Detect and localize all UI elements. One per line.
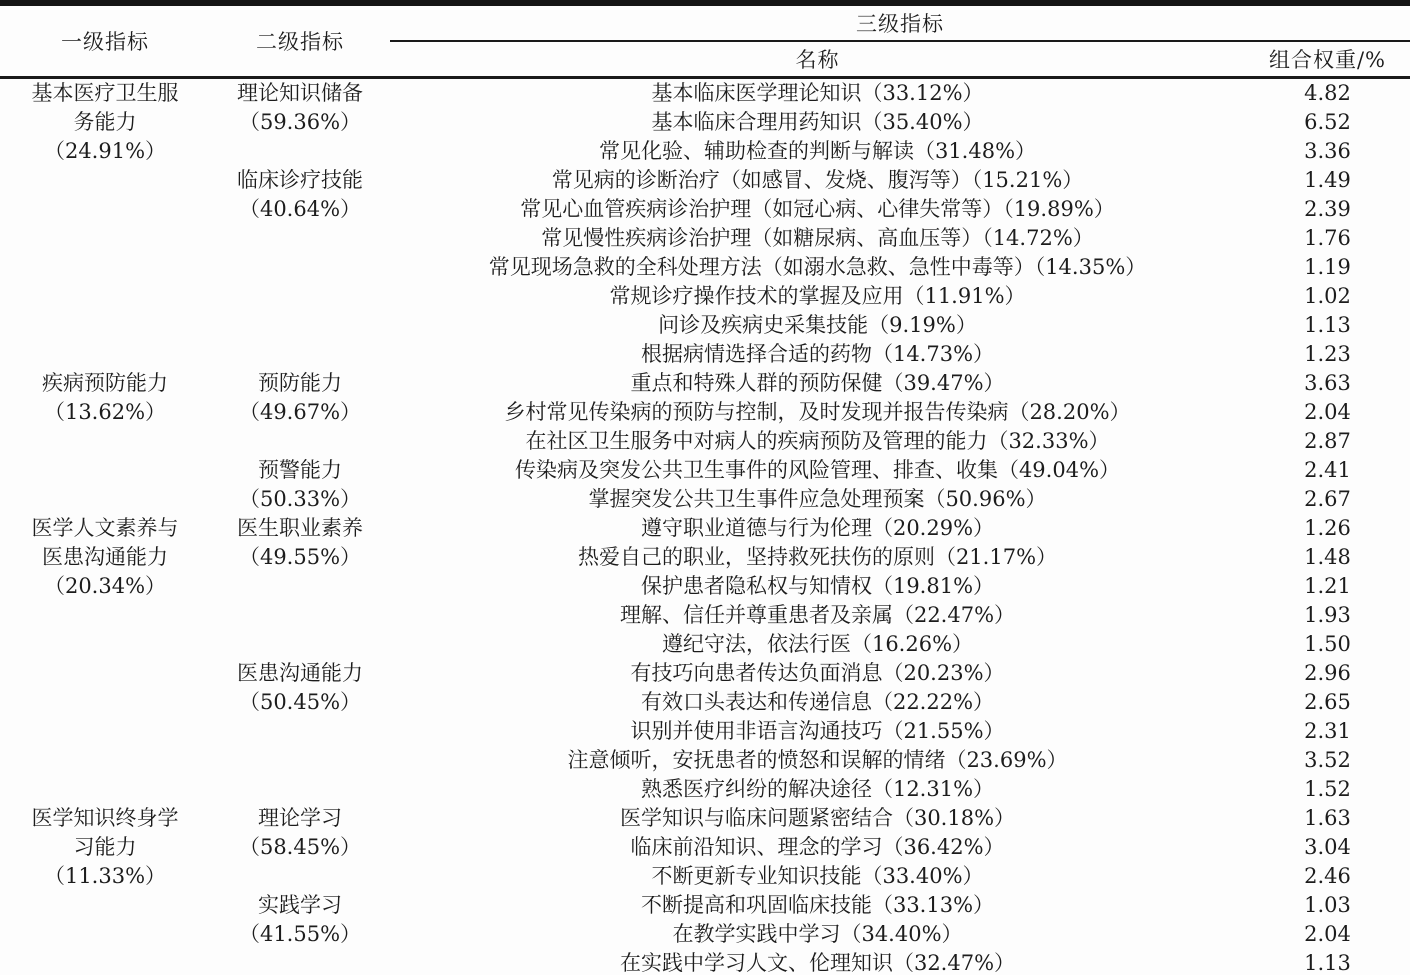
indicator-name-cell: 保护患者隐私权与知情权（19.81%） [640, 574, 995, 598]
level2-cell [210, 78, 390, 167]
indicator-row [0, 78, 1410, 109]
level2-cell [210, 891, 390, 975]
level2-cell-pct: （50.45%） [238, 690, 362, 714]
weight-cell: 2.31 [1304, 719, 1351, 743]
weight-cell: 6.52 [1304, 110, 1351, 134]
indicator-name-cell: 常见化验、辅助检查的判断与解读（31.48%） [598, 139, 1037, 163]
level1-cell-name: 医学人文素养与医患沟通能力 [31, 516, 179, 569]
header-level1: 一级指标 [0, 3, 210, 78]
weight-cell: 2.65 [1304, 690, 1351, 714]
level1-cell-pct: （24.91%） [43, 139, 167, 163]
indicator-name-cell: 乡村常见传染病的预防与控制，及时发现并报告传染病（28.20%） [504, 400, 1131, 424]
header-level3-group: 三级指标 [390, 3, 1410, 41]
indicator-name-cell: 常见慢性疾病诊治护理（如糖尿病、高血压等）（14.72%） [541, 226, 1094, 250]
indicator-name-cell: 基本临床合理用药知识（35.40%） [651, 110, 984, 134]
indicator-name-cell: 熟悉医疗纠纷的解决途径（12.31%） [640, 777, 995, 801]
level2-cell-pct: （40.64%） [238, 197, 362, 221]
indicator-row [0, 456, 1410, 485]
level2-cell-name: 理论知识储备 [237, 81, 363, 105]
level1-cell-name: 医学知识终身学习能力 [31, 806, 179, 859]
level1-cell [0, 514, 210, 804]
indicator-name-cell: 传染病及突发公共卫生事件的风险管理、排查、收集（49.04%） [514, 458, 1121, 482]
level2-cell [210, 659, 390, 804]
level1-cell-pct: （20.34%） [43, 574, 167, 598]
level2-cell-pct: （59.36%） [238, 110, 362, 134]
weight-cell: 3.04 [1304, 835, 1351, 859]
weight-cell: 1.52 [1304, 777, 1351, 801]
level2-cell-name: 医生职业素养 [237, 516, 363, 540]
header-level2: 二级指标 [210, 3, 390, 78]
level2-cell-pct: （49.55%） [238, 545, 362, 569]
weight-cell: 2.67 [1304, 487, 1351, 511]
indicator-name-cell: 不断更新专业知识技能（33.40%） [651, 864, 984, 888]
indicator-row [0, 369, 1410, 398]
indicator-name-cell: 重点和特殊人群的预防保健（39.47%） [630, 371, 1005, 395]
header-combined-weight: 组合权重/% [1245, 41, 1410, 78]
weight-cell: 1.19 [1304, 255, 1351, 279]
weight-cell: 2.87 [1304, 429, 1351, 453]
weight-cell: 1.13 [1304, 313, 1351, 337]
weight-cell: 1.21 [1304, 574, 1351, 598]
indicator-name-cell: 有技巧向患者传达负面消息（20.23%） [630, 661, 1005, 685]
indicator-name-cell: 识别并使用非语言沟通技巧（21.55%） [630, 719, 1005, 743]
level2-cell-name: 理论学习 [258, 806, 342, 830]
weight-cell: 1.48 [1304, 545, 1351, 569]
weight-cell: 4.82 [1304, 81, 1351, 105]
indicator-name-cell: 理解、信任并尊重患者及亲属（22.47%） [619, 603, 1016, 627]
weight-cell: 1.03 [1304, 893, 1351, 917]
level2-cell-pct: （58.45%） [238, 835, 362, 859]
indicator-name-cell: 医学知识与临床问题紧密结合（30.18%） [619, 806, 1016, 830]
indicator-name-cell: 在实践中学习人文、伦理知识（32.47%） [619, 951, 1016, 975]
header-row-top [0, 3, 1410, 41]
level2-cell-name: 预警能力 [258, 458, 342, 482]
indicator-name-cell: 掌握突发公共卫生事件应急处理预案（50.96%） [588, 487, 1047, 511]
level2-cell-pct: （41.55%） [238, 922, 362, 946]
header-level3-name: 名称 [390, 41, 1245, 78]
indicator-row [0, 804, 1410, 833]
weight-cell: 1.49 [1304, 168, 1351, 192]
level1-cell-pct: （13.62%） [43, 400, 167, 424]
indicator-name-cell: 在教学实践中学习（34.40%） [672, 922, 963, 946]
table-header [0, 3, 1410, 78]
weight-cell: 3.63 [1304, 371, 1351, 395]
indicator-name-cell: 常见现场急救的全科处理方法（如溺水急救、急性中毒等）（14.35%） [488, 255, 1147, 279]
weight-cell: 1.02 [1304, 284, 1351, 308]
weight-cell: 2.04 [1304, 400, 1351, 424]
weight-cell: 2.96 [1304, 661, 1351, 685]
level2-cell [210, 369, 390, 456]
indicator-name-cell: 问诊及疾病史采集技能（9.19%） [658, 313, 977, 337]
indicator-name-cell: 基本临床医学理论知识（33.12%） [651, 81, 984, 105]
indicator-name-cell: 遵纪守法，依法行医（16.26%） [661, 632, 974, 656]
level2-cell-name: 预防能力 [258, 371, 342, 395]
weight-cell: 1.93 [1304, 603, 1351, 627]
level2-cell [210, 456, 390, 514]
indicator-name-cell: 在社区卫生服务中对病人的疾病预防及管理的能力（32.33%） [525, 429, 1110, 453]
indicator-name-cell: 常见病的诊断治疗（如感冒、发烧、腹泻等）（15.21%） [551, 168, 1084, 192]
level2-cell-name: 医患沟通能力 [237, 661, 363, 685]
level2-cell-name: 实践学习 [258, 893, 342, 917]
weight-cell: 3.52 [1304, 748, 1351, 772]
indicator-row [0, 659, 1410, 688]
level2-cell [210, 514, 390, 659]
level1-cell-pct: （11.33%） [43, 864, 167, 888]
level1-cell-name: 基本医疗卫生服务能力 [31, 81, 179, 134]
weight-cell: 2.46 [1304, 864, 1351, 888]
level1-cell [0, 369, 210, 514]
level2-cell [210, 804, 390, 891]
indicator-name-cell: 不断提高和巩固临床技能（33.13%） [640, 893, 995, 917]
indicator-name-cell: 注意倾听，安抚患者的愤怒和误解的情绪（23.69%） [567, 748, 1068, 772]
indicator-name-cell: 根据病情选择合适的药物（14.73%） [640, 342, 995, 366]
weight-cell: 1.76 [1304, 226, 1351, 250]
weight-cell: 2.39 [1304, 197, 1351, 221]
indicator-row [0, 891, 1410, 920]
indicator-name-cell: 临床前沿知识、理念的学习（36.42%） [630, 835, 1005, 859]
weight-cell: 3.36 [1304, 139, 1351, 163]
indicator-name-cell: 热爱自己的职业，坚持救死扶伤的原则（21.17%） [577, 545, 1058, 569]
level1-cell [0, 804, 210, 975]
indicator-name-cell: 常规诊疗操作技术的掌握及应用（11.91%） [609, 284, 1026, 308]
weight-cell: 1.23 [1304, 342, 1351, 366]
table-body [0, 78, 1410, 975]
weight-cell: 1.50 [1304, 632, 1351, 656]
weight-cell: 1.13 [1304, 951, 1351, 975]
level2-cell [210, 166, 390, 369]
weight-cell: 1.63 [1304, 806, 1351, 830]
indicator-row [0, 166, 1410, 195]
indicator-row [0, 514, 1410, 543]
weight-cell: 2.04 [1304, 922, 1351, 946]
level2-cell-pct: （50.33%） [238, 487, 362, 511]
level2-cell-name: 临床诊疗技能 [237, 168, 363, 192]
level2-cell-pct: （49.67%） [238, 400, 362, 424]
indicator-name-cell: 常见心血管疾病诊治护理（如冠心病、心律失常等）（19.89%） [520, 197, 1115, 221]
indicator-name-cell: 遵守职业道德与行为伦理（20.29%） [640, 516, 995, 540]
level1-cell-name: 疾病预防能力 [42, 371, 168, 395]
weight-cell: 2.41 [1304, 458, 1351, 482]
indicator-name-cell: 有效口头表达和传递信息（22.22%） [640, 690, 995, 714]
weight-cell: 1.26 [1304, 516, 1351, 540]
level1-cell [0, 78, 210, 370]
